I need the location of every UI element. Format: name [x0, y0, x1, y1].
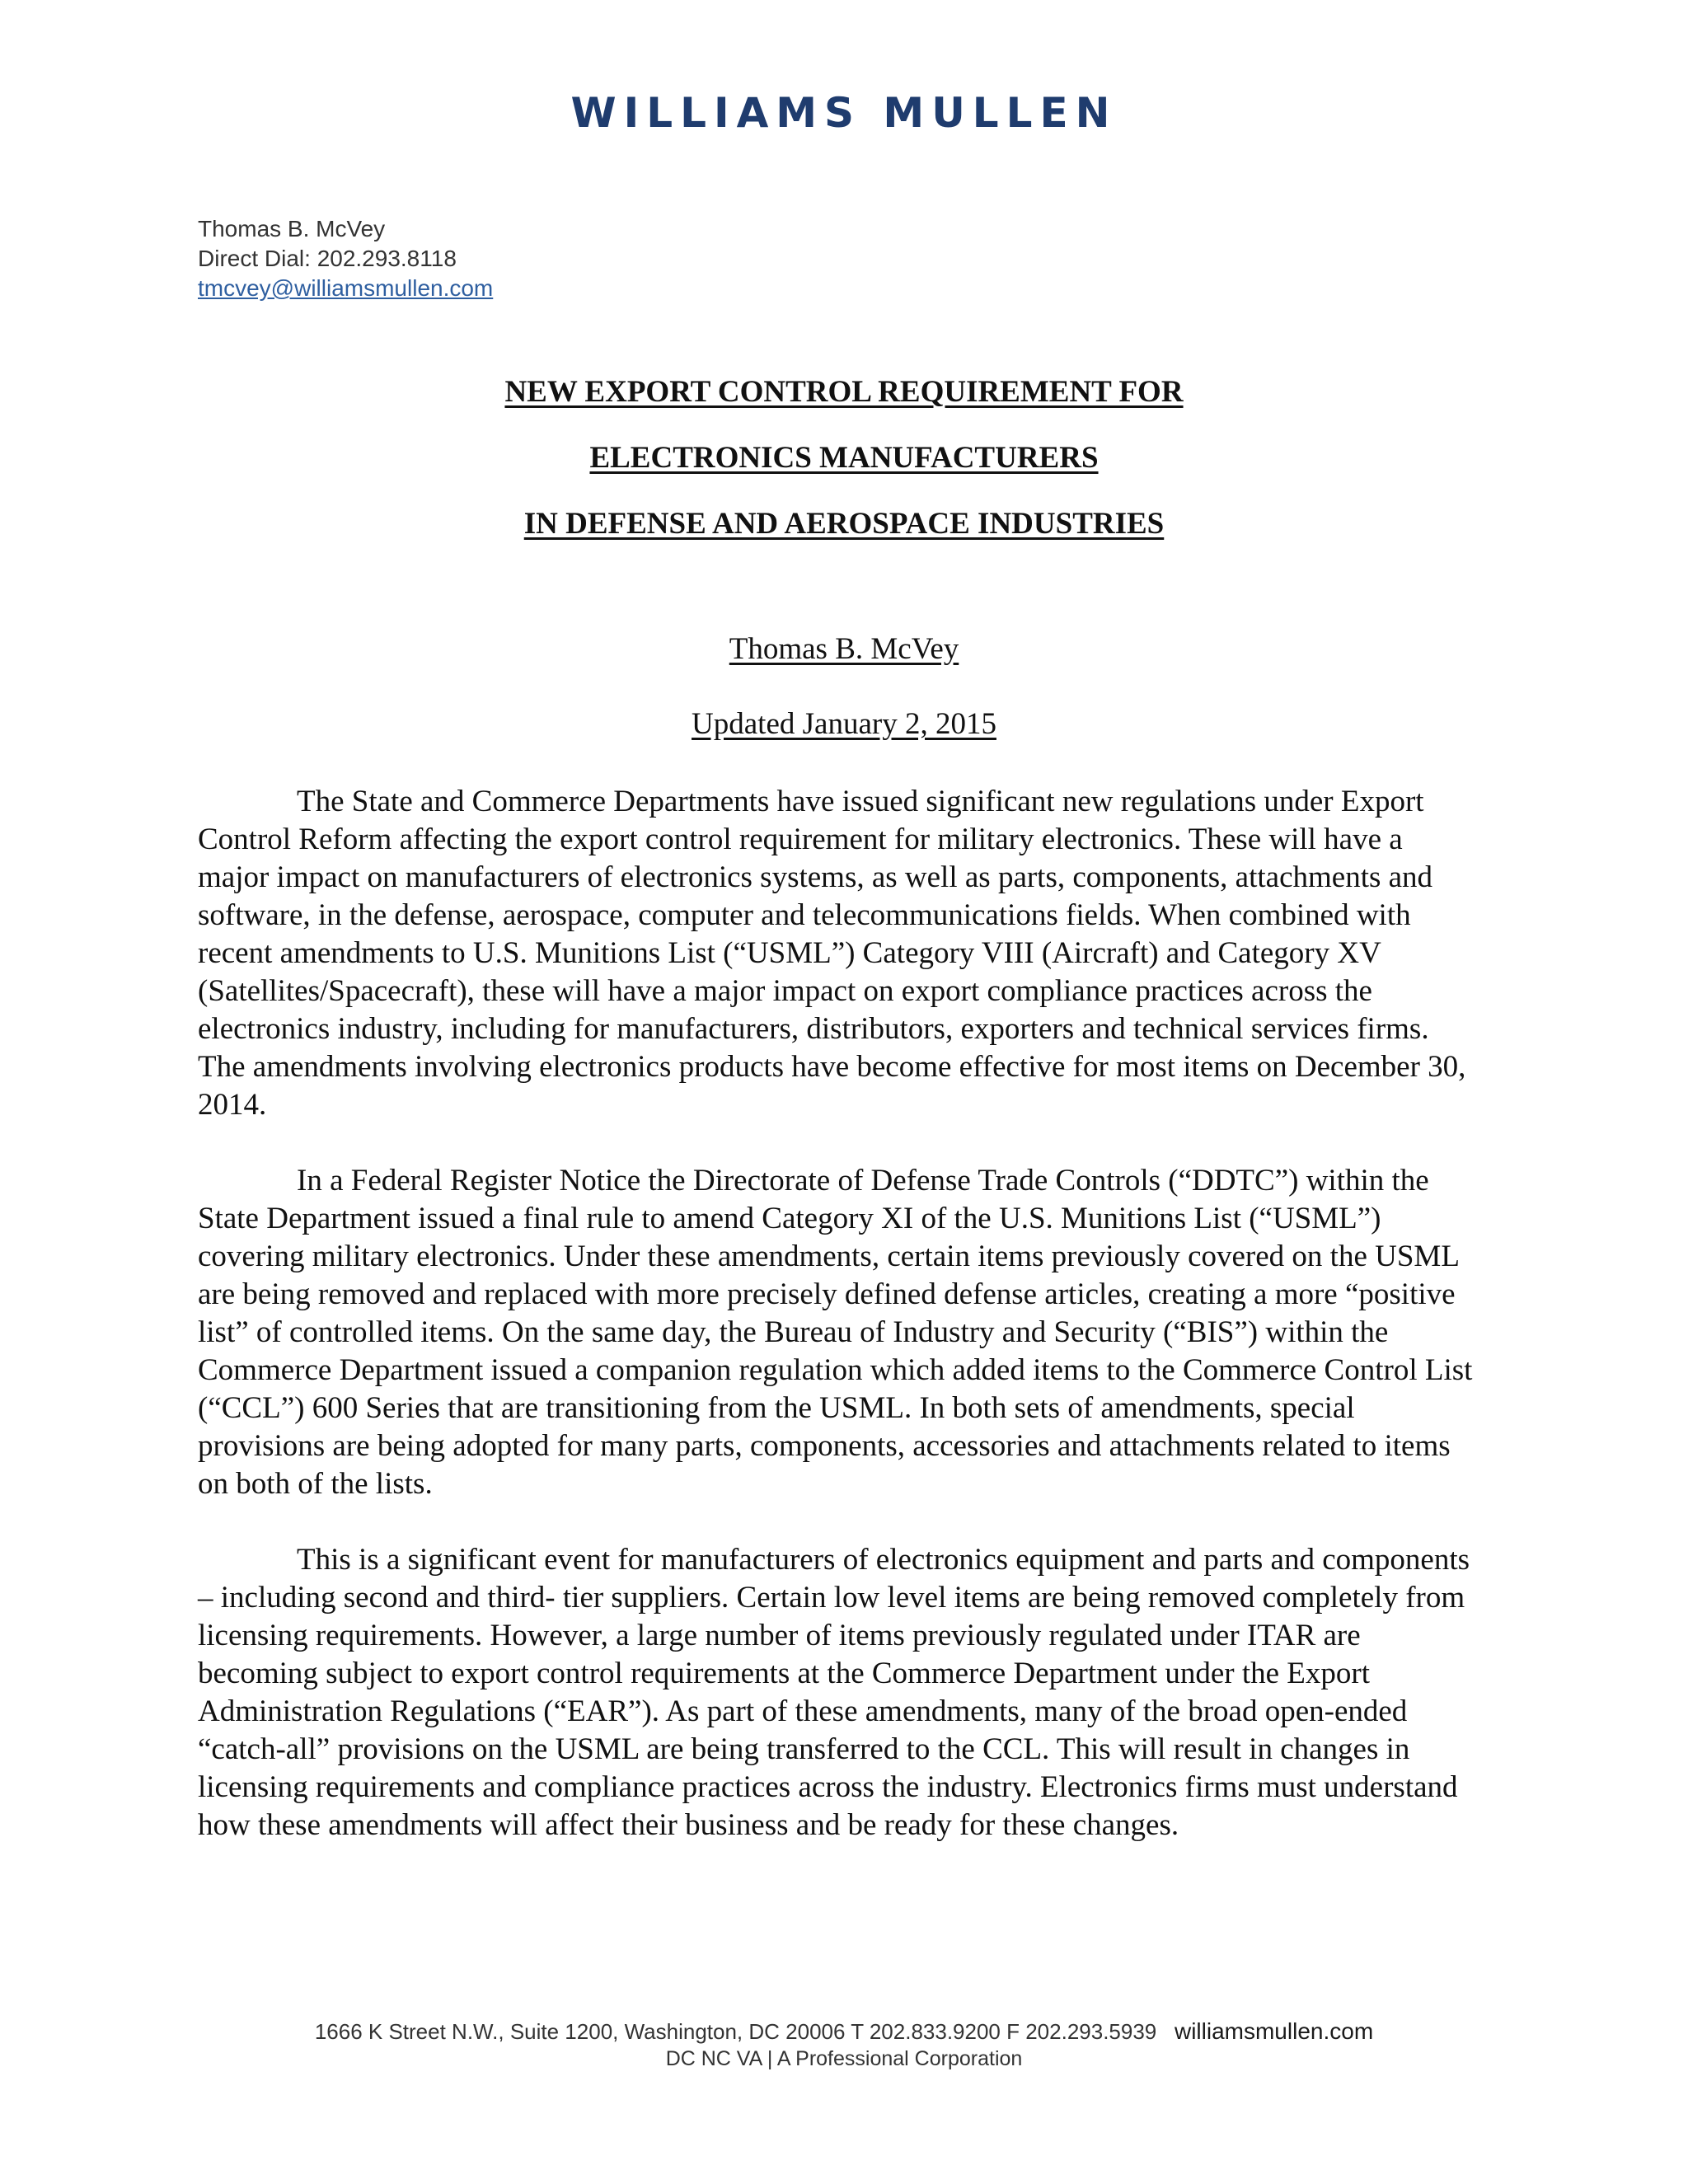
contact-email-link[interactable]: tmcvey@williamsmullen.com [198, 275, 494, 301]
date-line: Updated January 2, 2015 [692, 707, 996, 741]
footer-address: 1666 K Street N.W., Suite 1200, Washington, DC 20006 T 202.833.9200 F 202.293.5939 [314, 2019, 1157, 2044]
document-title [0, 368, 1688, 565]
body-paragraph: The State and Commerce Departments have issued significant new regulations under Export Control Reform affecting the export control requirement for military electronics. These will have a major impact on manufacturers of electronics systems, as well as parts, components, attachments and software, in the defense, aerospace, computer and telecommunications fields. When combined with recent amendments to U.S. Munitions List (“USML”) Category VIII (Aircraft) and Category XV (Satellites/Spacecraft), these will have a major impact on export compliance practices across the electronics industry, including for manufacturers, distributors, exporters and technical services firms. The amendments involving electronics products have become effective for most items on December 30, 2014. [198, 785, 1466, 1122]
contact-name: Thomas B. McVey [198, 216, 386, 241]
title-line: ELECTRONICS MANUFACTURERS [589, 441, 1099, 475]
author-line: Thomas B. McVey [729, 632, 959, 666]
body-paragraph: In a Federal Register Notice the Directorate of Defense Trade Controls (“DDTC”) within the State Department issued a final rule to amend Category XI of the U.S. Munitions List (“USML”) covering military electronics. Under these amendments, certain items previously covered on the USML are being removed and replaced with more precisely defined defense articles, creating a more “positive list” of controlled items. On the same day, the Bureau of Industry and Security (“BIS”) within the Commerce Department issued a companion regulation which added items to the Commerce Control List (“CCL”) 600 Series that are transitioning from the USML. In both sets of amendments, special provisions are being adopted for many parts, components, accessories and attachments related to items on both of the lists. [198, 1164, 1473, 1501]
body-paragraph: This is a significant event for manufacturers of electronics equipment and parts and components – including second and third- tier suppliers. Certain low level items are being removed completely from licensing requirements. However, a large number of items previously regulated under ITAR are becoming subject to export control requirements at the Commerce Department under the Export Administration Regulations (“EAR”). As part of these amendments, many of the broad open-ended “catch-all” provisions on the USML are being transferred to the CCL. This will result in changes in licensing requirements and compliance practices across the industry. Electronics firms must understand how these amendments will affect their business and be ready for these changes. [198, 1543, 1470, 1842]
title-line: IN DEFENSE AND AEROSPACE INDUSTRIES [523, 507, 1165, 541]
contact-block [198, 214, 493, 303]
title-line: NEW EXPORT CONTROL REQUIREMENT FOR [504, 375, 1184, 409]
footer-address-line [0, 2018, 1688, 2046]
footer-offices: DC NC VA | A Professional Corporation [665, 2047, 1023, 2070]
document-body [198, 783, 1474, 1882]
footer-website-link[interactable]: williamsmullen.com [1174, 2018, 1374, 2044]
page-footer [0, 2018, 1688, 2072]
contact-direct-dial: Direct Dial: 202.293.8118 [198, 246, 457, 271]
firm-logo: WILLIAMS MULLEN [570, 89, 1118, 137]
